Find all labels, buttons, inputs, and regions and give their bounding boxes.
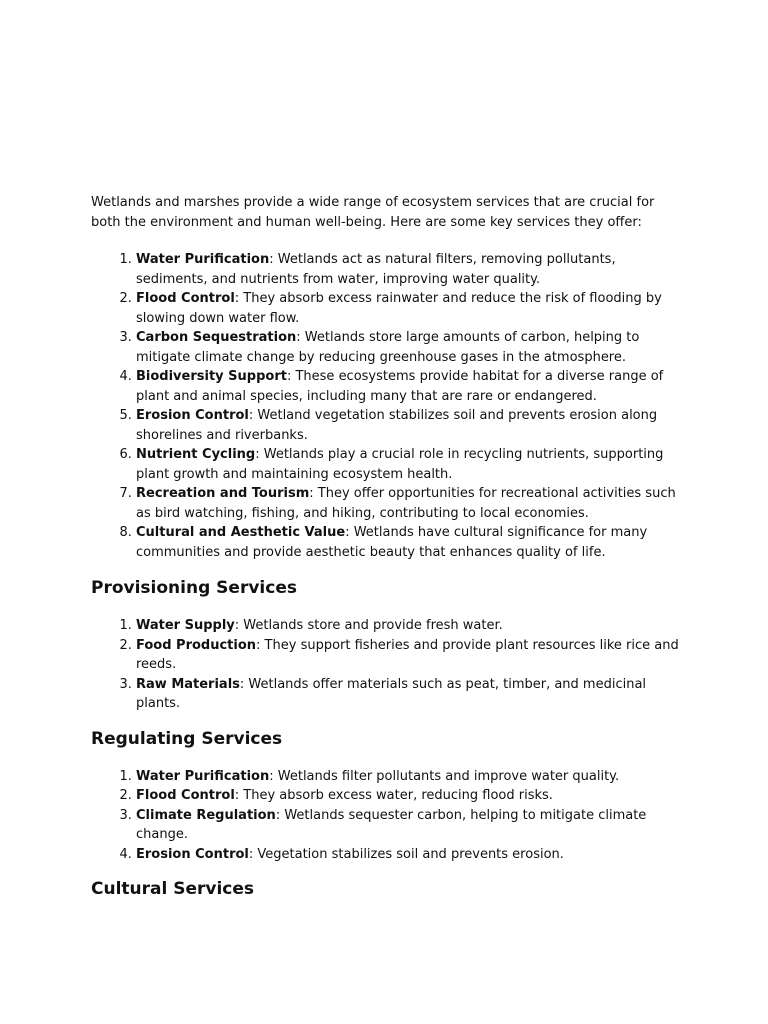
item-term: Carbon Sequestration: [136, 330, 297, 345]
item-term: Water Purification: [136, 252, 270, 267]
item-description: : Wetlands filter pollutants and improve water quality.: [269, 768, 620, 784]
list-item: [136, 523, 681, 562]
list-item: [136, 328, 681, 367]
item-term: Erosion Control: [136, 846, 249, 862]
list-item: [136, 289, 681, 328]
item-description: : Wetland vegetation stabilizes soil and prevents erosion along shorelines and riverbanks.: [136, 408, 658, 443]
item-term: Food Production: [136, 637, 257, 653]
item-description: : Wetlands store and provide fresh water.: [234, 618, 503, 633]
document-body: [91, 193, 681, 900]
regulating-heading: Regulating Services: [91, 728, 283, 749]
item-term: Erosion Control: [136, 408, 249, 423]
item-term: Flood Control: [136, 788, 235, 803]
item-description: : They support fisheries and provide plant resources like rice and reeds.: [136, 637, 679, 672]
provisioning-list: [91, 616, 681, 714]
key-services-list: [91, 250, 681, 562]
list-item: [136, 406, 681, 445]
list-item: [136, 786, 681, 806]
list-item: [136, 616, 681, 636]
item-description: : They absorb excess rainwater and reduce the risk of flooding by slowing down water flow.: [136, 291, 662, 326]
regulating-list: [91, 767, 681, 865]
provisioning-heading: Provisioning Services: [91, 578, 297, 598]
list-item: [136, 636, 681, 675]
item-description: : Wetlands offer materials such as peat, timber, and medicinal plants.: [136, 676, 647, 711]
intro-paragraph: Wetlands and marshes provide a wide range of ecosystem services that are crucial for both the environment and human well-being. Here are some key services they offer:: [91, 195, 655, 230]
item-description: : Vegetation stabilizes soil and prevents erosion.: [248, 846, 564, 862]
item-description: : Wetlands store large amounts of carbon, helping to mitigate climate change by reducing greenhouse gases in the atmosphere.: [136, 330, 640, 365]
item-term: Water Supply: [136, 618, 235, 633]
item-description: : Wetlands have cultural significance for many communities and provide aesthetic beauty that enhances quality of life.: [136, 525, 648, 560]
list-item: [136, 806, 681, 845]
item-description: : Wetlands act as natural filters, removing pollutants, sediments, and nutrients from water, improving water quality.: [136, 252, 616, 287]
list-item: [136, 675, 681, 714]
list-item: [136, 484, 681, 523]
cultural-heading: Cultural Services: [91, 879, 255, 899]
item-term: Flood Control: [136, 291, 235, 306]
item-term: Climate Regulation: [136, 807, 276, 823]
list-item: [136, 367, 681, 406]
item-description: : Wetlands play a crucial role in recycling nutrients, supporting plant growth and maintaining ecosystem health.: [136, 447, 664, 482]
item-term: Water Purification: [136, 768, 270, 784]
list-item: [136, 845, 681, 865]
item-description: : Wetlands sequester carbon, helping to mitigate climate change.: [136, 807, 647, 842]
item-term: Cultural and Aesthetic Value: [136, 525, 346, 540]
item-term: Recreation and Tourism: [136, 486, 310, 501]
item-term: Nutrient Cycling: [136, 447, 256, 462]
list-item: [136, 767, 681, 787]
list-item: [136, 445, 681, 484]
item-term: Biodiversity Support: [136, 369, 287, 384]
item-description: : They offer opportunities for recreational activities such as bird watching, fishing, and hiking, contributing to local economies.: [136, 486, 676, 521]
list-item: [136, 250, 681, 289]
item-description: : They absorb excess water, reducing flood risks.: [234, 788, 553, 803]
item-term: Raw Materials: [136, 676, 240, 692]
item-description: : These ecosystems provide habitat for a diverse range of plant and animal species, including many that are rare or endangered.: [136, 369, 664, 404]
